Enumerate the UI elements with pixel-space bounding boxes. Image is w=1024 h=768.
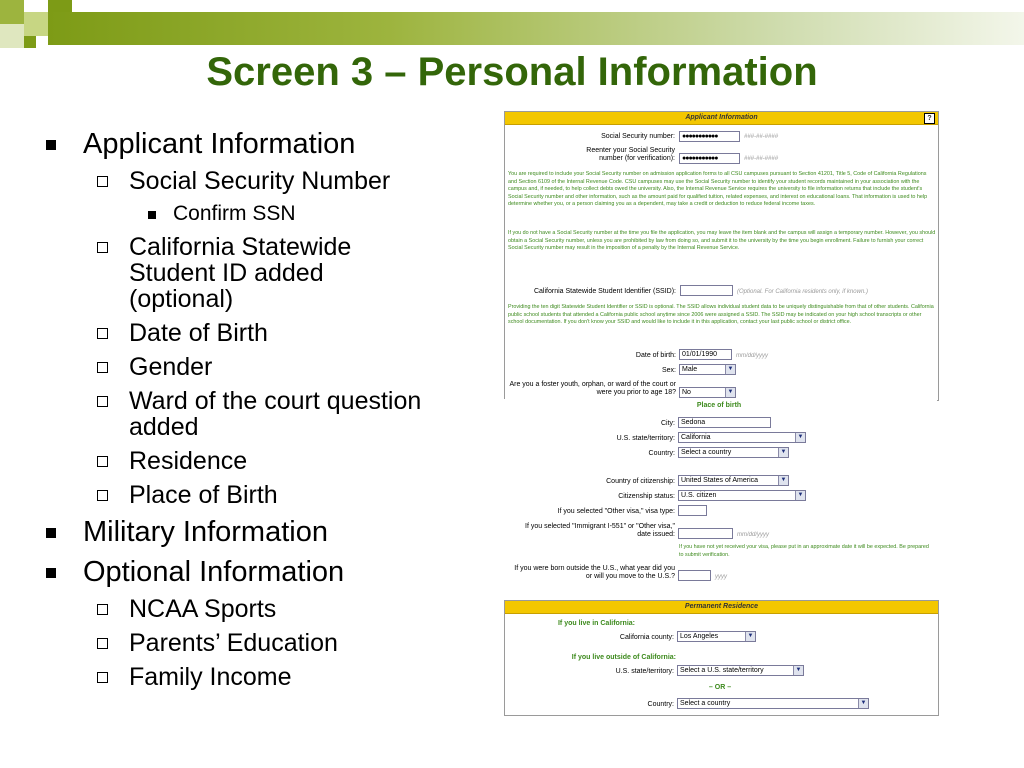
citizenship-status-select[interactable]: U.S. citizen ▼ <box>678 490 806 501</box>
decor-square <box>0 0 24 24</box>
ssid-info-text: Providing the ten digit Statewide Student Identifier or SSID is optional. The SSID allows individual student data to be uniquely distinguishable from that of other students. California public school students that attended a California public school anytime since 2006 were assigned a SSID. The SSID may be indicated on your high school transcripts or other school documentation. If you don't know your SSID and would like to include it in this application, contact your last public school or district office. <box>508 304 934 326</box>
ssn-confirm-input[interactable]: ●●●●●●●●●●● <box>679 153 740 164</box>
visa-type-input[interactable] <box>678 505 707 516</box>
square-bullet-icon <box>148 211 156 219</box>
hollow-square-bullet-icon <box>97 456 108 467</box>
foster-label: Are you a foster youth, orphan, or ward of the court or were you prior to age 18? <box>509 381 676 396</box>
birth-country-select[interactable]: Select a country ▼ <box>678 447 789 458</box>
square-bullet-icon <box>46 140 56 150</box>
bullet-ssn: Social Security Number <box>40 168 480 194</box>
visa-type-label: If you selected "Other visa," visa type: <box>557 508 675 515</box>
bullet-parents: Parents’ Education <box>40 630 480 656</box>
chevron-down-icon: ▼ <box>793 666 803 675</box>
hollow-square-bullet-icon <box>97 672 108 683</box>
residence-state-label: U.S. state/territory: <box>615 668 674 675</box>
decor-square <box>0 24 24 48</box>
bullet-residence: Residence <box>40 448 480 474</box>
hollow-square-bullet-icon <box>97 362 108 373</box>
bullet-gender: Gender <box>40 354 480 380</box>
residence-state-select[interactable]: Select a U.S. state/territory ▼ <box>677 665 804 676</box>
header-gradient-bar <box>48 12 1024 45</box>
square-bullet-icon <box>46 568 56 578</box>
slide-title: Screen 3 – Personal Information <box>206 50 818 94</box>
bullet-place-of-birth: Place of Birth <box>40 482 480 508</box>
ssn-confirm-label: Reenter your Social Security number (for verification): <box>586 147 675 162</box>
chevron-down-icon: ▼ <box>745 632 755 641</box>
chevron-down-icon: ▼ <box>795 491 805 500</box>
ssn-input[interactable]: ●●●●●●●●●●● <box>679 131 740 142</box>
decor-square <box>24 36 36 48</box>
city-label: City: <box>661 420 675 427</box>
visa-date-input[interactable] <box>678 528 733 539</box>
chevron-down-icon: ▼ <box>725 388 735 397</box>
dob-label: Date of birth: <box>635 352 676 359</box>
chevron-down-icon: ▼ <box>778 476 788 485</box>
bullet-ward: Ward of the court question added <box>40 388 469 440</box>
hollow-square-bullet-icon <box>97 242 108 253</box>
dob-hint: mm/dd/yyyy <box>736 353 769 359</box>
chevron-down-icon: ▼ <box>725 365 735 374</box>
applicant-info-panel-continued <box>504 399 937 587</box>
county-label: California county: <box>619 634 674 641</box>
dob-input[interactable]: 01/01/1990 <box>679 349 732 360</box>
chevron-down-icon: ▼ <box>858 699 868 708</box>
chevron-down-icon: ▼ <box>795 433 805 442</box>
outside-ca-heading: If you live outside of California: <box>571 654 676 661</box>
move-year-input[interactable] <box>678 570 711 581</box>
bullet-list <box>40 128 480 698</box>
county-select[interactable]: Los Angeles ▼ <box>677 631 756 642</box>
visa-date-label: If you selected "Immigrant I-551" or "Other visa," date issued: <box>525 523 675 538</box>
ssn-missing-text: If you do not have a Social Security number at the time you file the application, you may leave the item blank and the campus will assign a temporary number. However, you should obtain a Social Security number, unless you are prohibited by law from doing so, and submit it to the university by the time you begin enrollment. Failure to furnish your correct Social Security number may result in the imposition of a penalty by the Internal Revenue Service. <box>508 230 936 252</box>
bullet-ncaa: NCAA Sports <box>40 596 480 622</box>
chevron-down-icon: ▼ <box>778 448 788 457</box>
ssn-disclosure-text: You are required to include your Social Security number on admission application forms to all CSU campuses pursuant to Section 41201, Title 5, Code of California Regulations and Section 6109 of the Internal Revenue Code. CSU campuses may use the Social Security number to identify your student records maintained in your association with the campus and, if needed, to help collect debts owed the university. Also, the Internal Revenue Service requires the university to file information returns that include the student's Social Security number and other information, such as the amount paid for qualified tuition, related expenses, and interest on educational loans. That information is used to help determine whether you, or a person claiming you as a dependent, may take a credit or deduction to reduce federal income taxes. <box>508 171 928 208</box>
in-ca-heading: If you live in California: <box>557 620 635 627</box>
sex-label: Sex: <box>661 367 676 374</box>
ssid-label: California Statewide Student Identifier (SSID): <box>533 288 676 295</box>
birth-state-label: U.S. state/territory: <box>616 435 675 442</box>
residence-country-label: Country: <box>647 701 674 708</box>
square-bullet-icon <box>46 528 56 538</box>
help-icon[interactable]: ? <box>924 113 935 124</box>
ssn-label: Social Security number: <box>601 133 675 140</box>
ssid-input[interactable] <box>680 285 733 296</box>
panel-header: Applicant Information ? <box>505 112 938 125</box>
ssn-hint: ###-##-#### <box>744 134 779 140</box>
bullet-income: Family Income <box>40 664 480 690</box>
applicant-info-panel <box>504 111 939 401</box>
bullet-dob: Date of Birth <box>40 320 480 346</box>
panel-header: Permanent Residence <box>505 601 938 614</box>
decor-square <box>48 0 72 12</box>
citizenship-label: Country of citizenship: <box>606 478 675 485</box>
place-of-birth-heading: Place of birth <box>696 402 742 409</box>
move-year-label: If you were born outside the U.S., what year did you or will you move to the U.S.? <box>514 565 675 580</box>
hollow-square-bullet-icon <box>97 490 108 501</box>
ssid-hint: (Optional. For California residents only, if known.) <box>737 289 868 295</box>
birth-state-select[interactable]: California ▼ <box>678 432 806 443</box>
bullet-optional: Optional Information <box>40 556 480 589</box>
sex-select[interactable]: Male ▼ <box>679 364 736 375</box>
hollow-square-bullet-icon <box>97 176 108 187</box>
bullet-military: Military Information <box>40 516 480 549</box>
foster-select[interactable]: No ▼ <box>679 387 736 398</box>
residence-country-select[interactable]: Select a country ▼ <box>677 698 869 709</box>
bullet-applicant: Applicant Information <box>40 128 480 161</box>
permanent-residence-panel <box>504 600 939 716</box>
city-input[interactable]: Sedona <box>678 417 771 428</box>
citizenship-select[interactable]: United States of America ▼ <box>678 475 789 486</box>
hollow-square-bullet-icon <box>97 396 108 407</box>
visa-date-note: If you have not yet received your visa, please put in an approximate date it will be expected. Be prepared to submit verification. <box>679 544 929 558</box>
hollow-square-bullet-icon <box>97 638 108 649</box>
bullet-confirm-ssn: Confirm SSN <box>40 202 480 226</box>
move-year-hint: yyyy <box>715 574 727 580</box>
citizenship-status-label: Citizenship status: <box>618 493 675 500</box>
hollow-square-bullet-icon <box>97 328 108 339</box>
or-divider: – OR – <box>708 684 732 691</box>
decor-square <box>24 12 48 36</box>
visa-date-hint: mm/dd/yyyy <box>737 532 770 538</box>
ssn-confirm-hint: ###-##-#### <box>744 156 779 162</box>
bullet-ssid: California Statewide Student ID added (optional) <box>40 234 409 312</box>
birth-country-label: Country: <box>648 450 675 457</box>
hollow-square-bullet-icon <box>97 604 108 615</box>
